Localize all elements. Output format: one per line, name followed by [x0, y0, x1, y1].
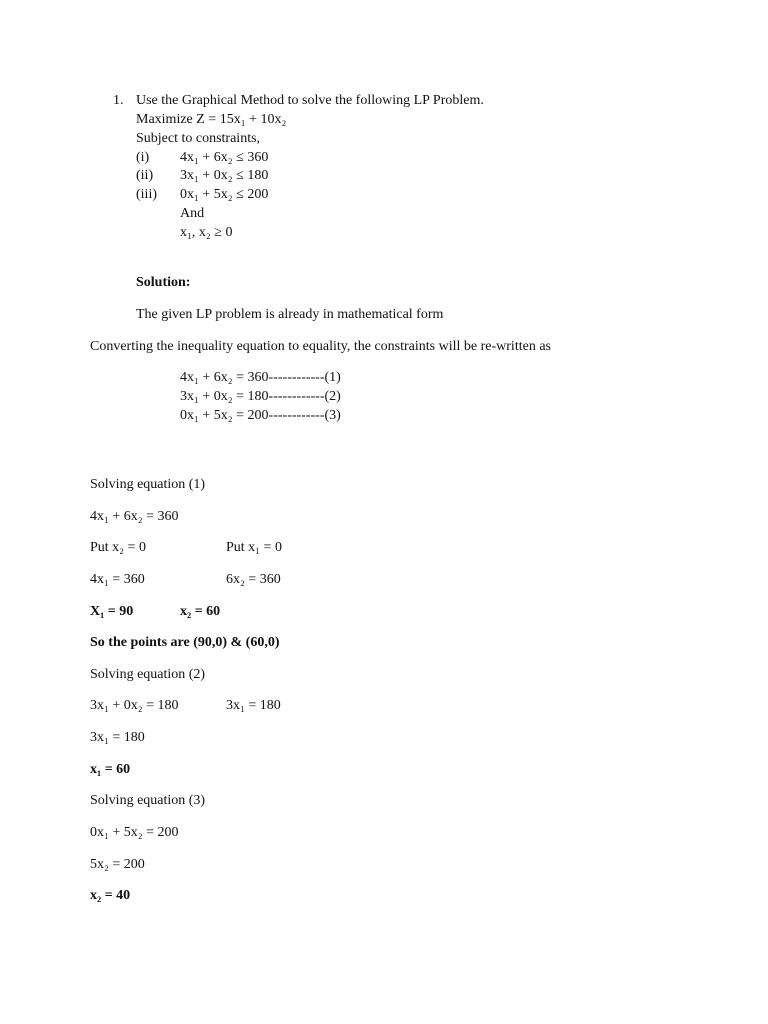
eq1-put-x2-zero: Put x₂ = 0: [90, 540, 146, 555]
eq1-result-left: 4x₁ = 360: [90, 572, 145, 587]
eq2-equation-right: 3x₁ = 180: [226, 698, 281, 713]
eq1-put-x1-zero: Put x₁ = 0: [226, 540, 282, 555]
subject-to-label: Subject to constraints,: [136, 131, 261, 146]
constraint-expression: 4x₁ + 6x₂ ≤ 360: [180, 150, 269, 165]
constraint-expression: 0x₁ + 5x₂ ≤ 200: [180, 187, 269, 202]
eq1-result-right: 6x₂ = 360: [226, 572, 281, 587]
constraint-label: (i): [136, 150, 150, 165]
eq1-value-x2: x₂ = 60: [180, 604, 221, 619]
conversion-text: Converting the inequality equation to equality, the constraints will be re-written as: [90, 339, 551, 354]
objective-function: Maximize Z = 15x₁ + 10x₂: [136, 112, 287, 127]
problem-number: 1.: [113, 93, 124, 108]
solution-intro: The given LP problem is already in mathematical form: [136, 307, 444, 322]
eq2-title: Solving equation (2): [90, 667, 206, 682]
eq3-value: x₂ = 40: [90, 888, 131, 903]
eq2-result: 3x₁ = 180: [90, 730, 145, 745]
eq1-equation: 4x₁ + 6x₂ = 360: [90, 509, 179, 524]
eq2-equation: 3x₁ + 0x₂ = 180: [90, 698, 179, 713]
eq1-title: Solving equation (1): [90, 477, 206, 492]
constraint-label: (iii): [136, 187, 157, 202]
eq3-title: Solving equation (3): [90, 793, 206, 808]
equality-equation: 0x₁ + 5x₂ = 200------------(3): [180, 408, 341, 423]
eq3-equation: 0x₁ + 5x₂ = 200: [90, 825, 179, 840]
equality-equation: 4x₁ + 6x₂ = 360------------(1): [180, 370, 341, 385]
solution-heading: Solution:: [136, 275, 191, 290]
eq1-points: So the points are (90,0) & (60,0): [90, 635, 280, 650]
eq1-value-x1: X₁ = 90: [90, 604, 134, 619]
problem-statement: Use the Graphical Method to solve the following LP Problem.: [136, 93, 484, 108]
eq2-value: x₁ = 60: [90, 762, 131, 777]
equality-equation: 3x₁ + 0x₂ = 180------------(2): [180, 389, 341, 404]
constraint-label: (ii): [136, 168, 154, 183]
constraint-expression: 3x₁ + 0x₂ ≤ 180: [180, 168, 269, 183]
eq3-result: 5x₂ = 200: [90, 857, 145, 872]
non-negativity-constraint: x₁, x₂ ≥ 0: [180, 225, 233, 240]
and-label: And: [180, 206, 205, 221]
